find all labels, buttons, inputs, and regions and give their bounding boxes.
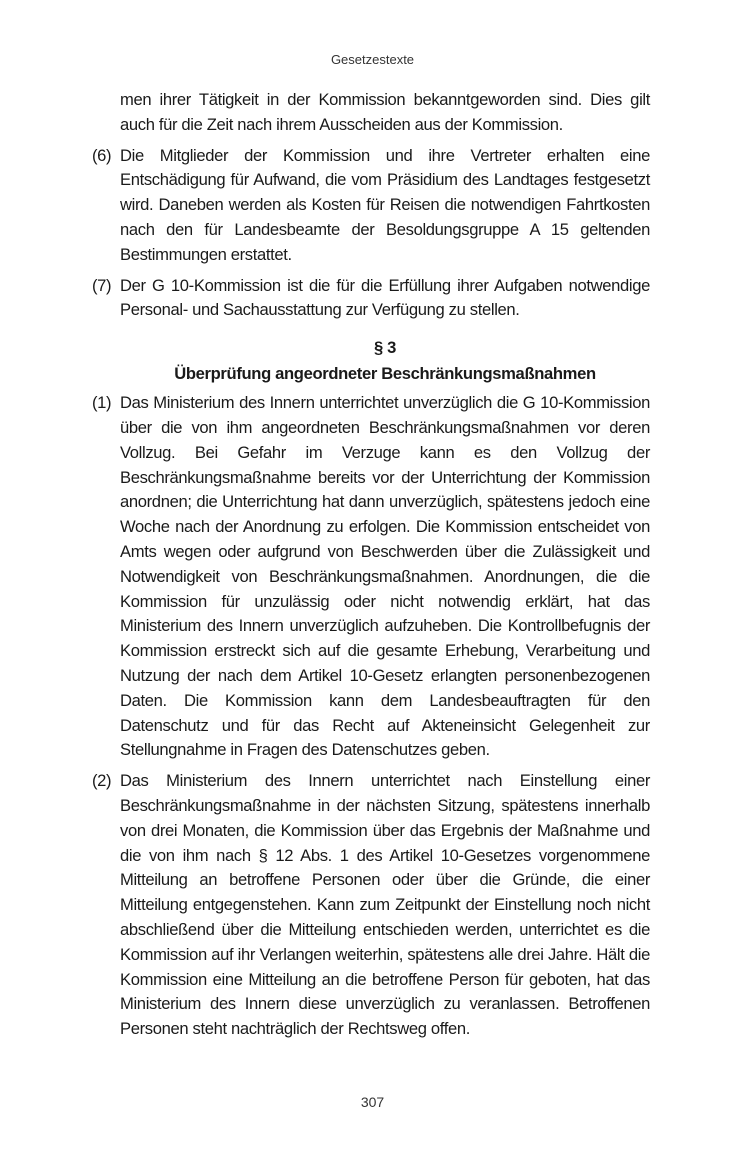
- section3-paragraph-2: [92, 769, 650, 1042]
- continuation-text: men ihrer Tätigkeit in der Kommission bekanntgeworden sind. Dies gilt auch für die Zeit nach ihrem Ausscheiden aus der Kommission.: [120, 90, 650, 134]
- paragraph-7: [92, 274, 650, 324]
- paragraph-number: (2): [92, 771, 112, 791]
- paragraph-6: [92, 144, 650, 268]
- paragraph-text: Der G 10-Kommission ist die für die Erfüllung ihrer Aufgaben notwendige Personal- und Sachausstattung zur Verfügung zu stellen.: [120, 275, 650, 320]
- paragraph-text: Das Ministerium des Innern unterrichtet unverzüglich die G 10-Kommission über die von ihm angeordneten Beschränkungsmaßnahmen vor deren Vollzug. Bei Gefahr im Verzuge kann es den Vollzug der Beschränkungsmaßnahme bereits vor der Unterrichtung der Kommission anordnen; die Unterrichtung hat dann unverzüglich, spätestens jedoch eine Woche nach der Anordnung zu erfolgen. Die Kommission entscheidet von Amts wegen oder aufgrund von Beschwerden über die Zulässigkeit und Notwendigkeit von Beschränkungsmaßnahmen. Anordnungen, die die Kommission für unzulässig oder nicht notwendig erklärt, hat das Ministerium des Innern unverzüglich aufzuheben. Die Kontrollbefugnis der Kommission erstreckt sich auf die gesamte Erhebung, Verarbeitung und Nutzung der nach dem Artikel 10-Gesetz erlangten personenbezogenen Daten. Die Kommission kann dem Landesbeauftragten für den Datenschutz und für das Recht auf Akteneinsicht Gelegenheit zur Stellungnahme in Fragen des Datenschutzes geben.: [120, 393, 650, 760]
- section-number: § 3: [373, 338, 397, 358]
- paragraph-number: (6): [92, 145, 112, 165]
- section3-paragraph-1: [92, 391, 650, 763]
- section-title: Überprüfung angeordneter Beschränkungsmaßnahmen: [174, 364, 596, 384]
- page-content: [92, 88, 650, 1048]
- paragraph-number: (1): [92, 393, 112, 413]
- paragraph-text: Die Mitglieder der Kommission und ihre Vertreter erhalten eine Entschädigung für Aufwand, die vom Präsidium des Landtages festgesetzt wird. Daneben werden als Kosten für Reisen die notwendigen Fahrtkosten nach den für Landesbeamte der Besoldungsgruppe A 15 geltenden Bestimmungen erstattet.: [120, 145, 650, 264]
- paragraph-text: Das Ministerium des Innern unterrichtet nach Einstellung einer Beschränkungsmaßnahme in der nächsten Sitzung, spätestens innerhalb von drei Monaten, die Kommission über das Ergebnis der Maßnahme und die von ihm nach § 12 Abs. 1 des Artikel 10-Gesetzes vorgenommene Mitteilung an betroffene Personen oder über die Gründe, die einer Mitteilung entgegenstehen. Kann zum Zeitpunkt der Einstellung noch nicht abschließend über die Mitteilung entschieden werden, unterrichtet es die Kommission auf ihr Verlangen weiterhin, spätestens alle drei Jahre. Hält die Kommission eine Mitteilung an die betroffene Person für geboten, hat das Ministerium des Innern diese unverzüglich zu veranlassen. Betroffenen Personen steht nachträglich der Rechtsweg offen.: [120, 771, 650, 1039]
- page-number: 307: [360, 1094, 385, 1110]
- running-header: Gesetzestexte: [330, 52, 415, 67]
- section-heading: [120, 335, 650, 387]
- paragraph-number: (7): [92, 275, 112, 295]
- continuation-paragraph: [92, 88, 650, 138]
